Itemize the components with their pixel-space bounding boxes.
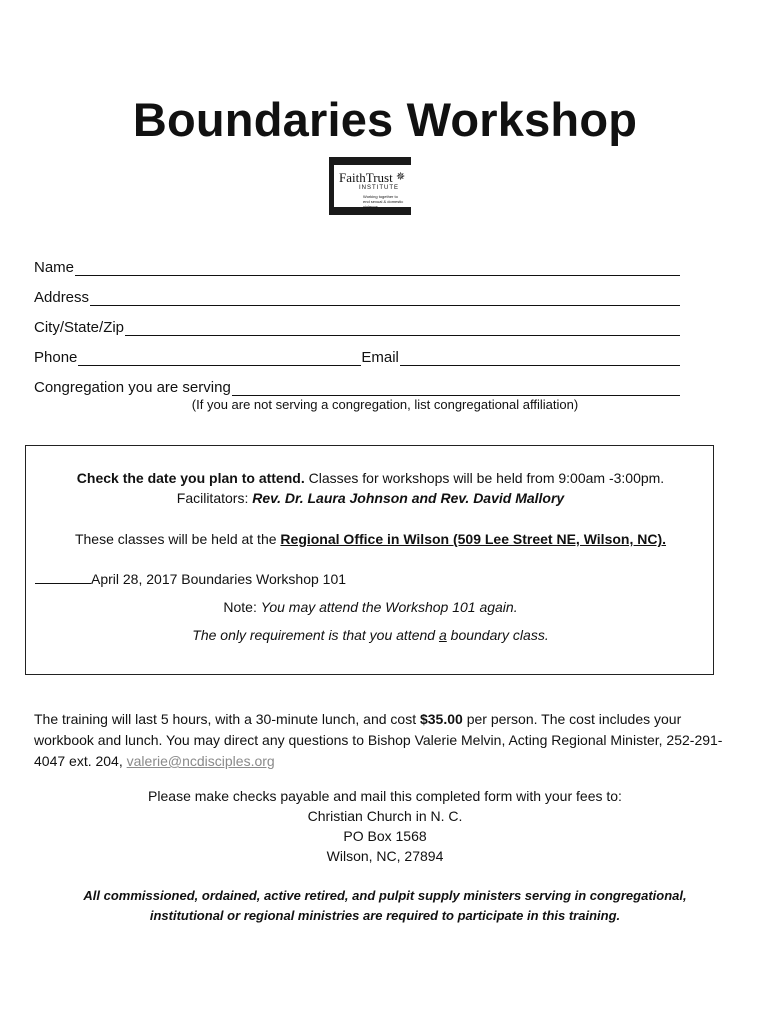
congregation-note: (If you are not serving a congregation, list congregational affiliation) bbox=[191, 397, 579, 412]
mail-address-line-1: Christian Church in N. C. bbox=[307, 808, 463, 824]
congregation-label: Congregation you are serving bbox=[34, 379, 231, 396]
name-field[interactable] bbox=[34, 254, 680, 276]
logo-sub: INSTITUTE bbox=[359, 185, 399, 191]
name-line[interactable] bbox=[75, 259, 680, 276]
location-line bbox=[26, 531, 715, 547]
email-label: Email bbox=[361, 349, 399, 366]
logo-swirl-icon: ✵ bbox=[396, 171, 406, 183]
facilitators-line bbox=[26, 490, 715, 506]
requirement-footer bbox=[0, 886, 770, 926]
date-checkbox-line[interactable] bbox=[35, 571, 91, 584]
location-address: Regional Office in Wilson (509 Lee Street NE, Wilson, NC). bbox=[280, 531, 667, 547]
congregation-line[interactable] bbox=[232, 379, 680, 396]
info-text-2: per person. The cost includes your workbook and lunch. You may direct any questions to Bishop Valerie Melvin, Acting Regional Minister, 252-291-4047 ext. 204, bbox=[34, 711, 723, 769]
note-line bbox=[26, 599, 715, 615]
note-label: Note: bbox=[223, 599, 257, 615]
mail-address-line-3: Wilson, NC, 27894 bbox=[326, 848, 444, 864]
requirement-text-1: The only requirement is that you attend bbox=[192, 627, 436, 643]
city-state-zip-field[interactable] bbox=[34, 314, 680, 336]
address-field[interactable] bbox=[34, 284, 680, 306]
date-selection-box bbox=[25, 445, 714, 675]
mail-address-line-2: PO Box 1568 bbox=[343, 828, 427, 844]
logo-tagline: Working together to end sexual & domestic violence bbox=[363, 194, 404, 209]
email-line[interactable] bbox=[400, 349, 680, 366]
faithtrust-logo bbox=[329, 157, 411, 215]
facilitators-names: Rev. Dr. Laura Johnson and Rev. David Mallory bbox=[252, 490, 565, 506]
check-date-line bbox=[26, 470, 715, 486]
address-line[interactable] bbox=[90, 289, 680, 306]
check-date-text: Classes for workshops will be held from 9:00am -3:00pm. bbox=[308, 470, 665, 486]
congregation-field[interactable] bbox=[34, 374, 680, 396]
training-info bbox=[34, 709, 724, 772]
footer-line-1: All commissioned, ordained, active retired, and pulpit supply ministers serving in congregational, bbox=[83, 888, 687, 903]
footer-line-2: institutional or regional ministries are required to participate in this training. bbox=[149, 908, 621, 923]
address-label: Address bbox=[34, 289, 90, 306]
mail-instruction: Please make checks payable and mail this completed form with your fees to: bbox=[148, 788, 622, 804]
info-text-1: The training will last 5 hours, with a 30-minute lunch, and cost bbox=[34, 711, 417, 727]
requirement-text-2: boundary class. bbox=[450, 627, 549, 643]
page-title: Boundaries Workshop bbox=[132, 93, 638, 146]
contact-email-link[interactable]: valerie@ncdisciples.org bbox=[126, 753, 275, 769]
logo-brand: FaithTrust bbox=[339, 170, 393, 185]
requirement-a: a bbox=[438, 627, 447, 643]
date-option-label: April 28, 2017 Boundaries Workshop 101 bbox=[91, 571, 347, 587]
city-state-zip-label: City/State/Zip bbox=[34, 319, 125, 336]
location-prefix: These classes will be held at the bbox=[74, 531, 277, 547]
requirement-line bbox=[26, 627, 715, 643]
logo-bar-top bbox=[329, 157, 411, 165]
cost-value: $35.00 bbox=[419, 711, 463, 727]
phone-email-row bbox=[34, 344, 680, 366]
note-text: You may attend the Workshop 101 again. bbox=[260, 599, 518, 615]
date-option-row[interactable] bbox=[35, 571, 724, 587]
phone-line[interactable] bbox=[78, 349, 361, 366]
phone-label: Phone bbox=[34, 349, 78, 366]
facilitators-label: Facilitators: bbox=[176, 490, 249, 506]
city-state-zip-line[interactable] bbox=[125, 319, 680, 336]
check-date-bold: Check the date you plan to attend. bbox=[76, 470, 305, 486]
name-label: Name bbox=[34, 259, 75, 276]
